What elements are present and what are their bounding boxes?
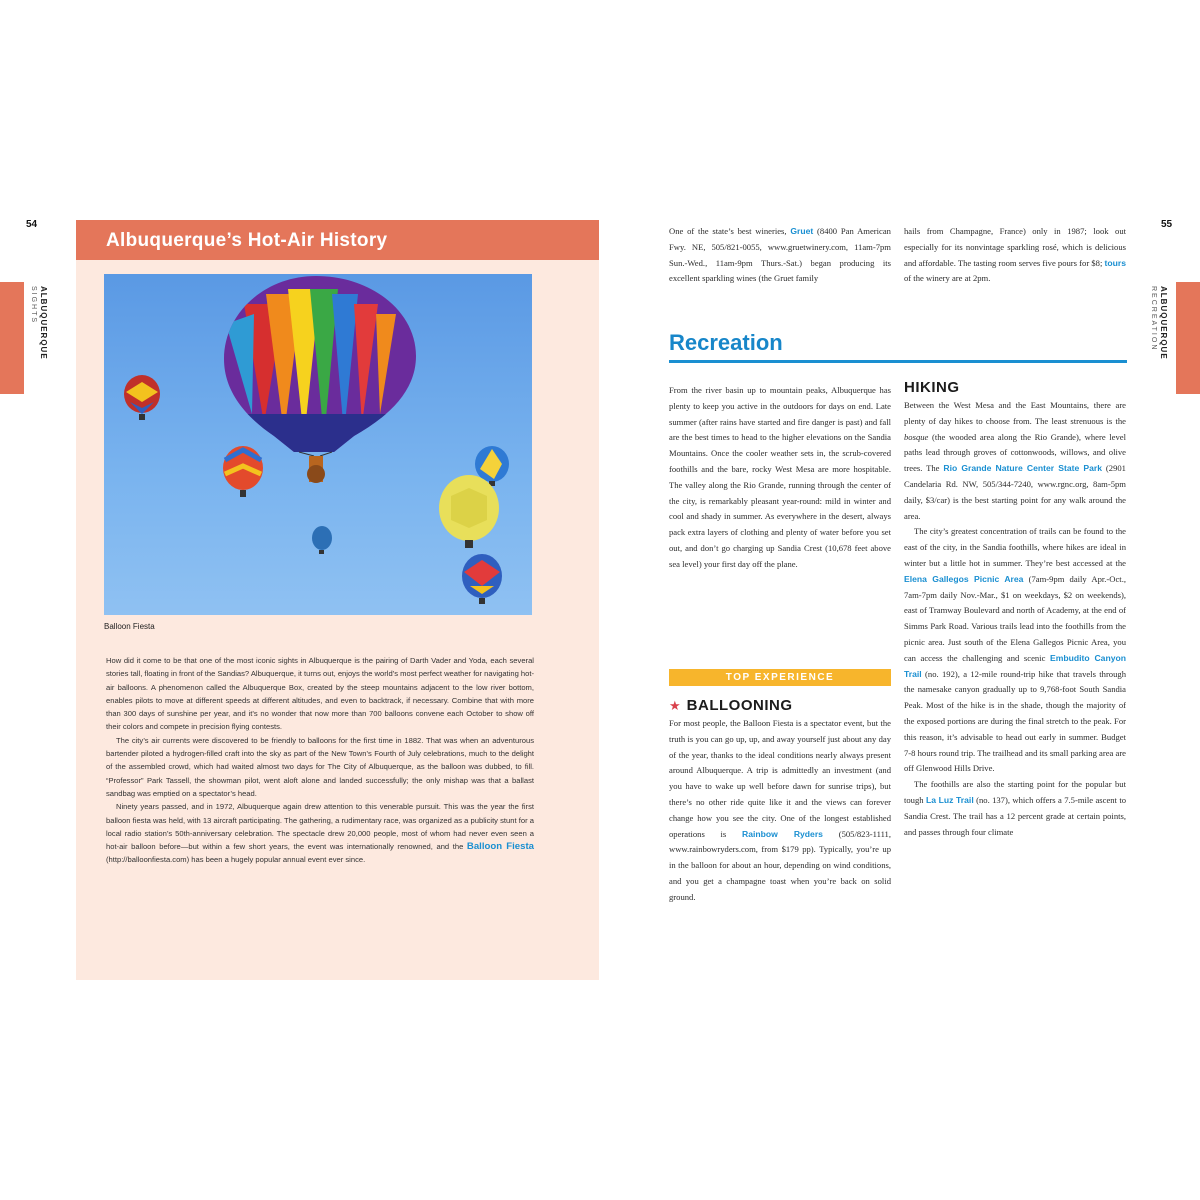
- gruet-text-continued: [904, 224, 1126, 287]
- sidebar-paragraph-3: [106, 800, 534, 866]
- gruet-text-b: (8400 Pan American Fwy. NE, 505/821-0055, www.gruetwinery.com, 11am-7pm Sun.-Wed., 11am-9pm Thurs.-Sat.) began producing its excellent sparkling wines (the Gruet family: [669, 226, 891, 284]
- sidebar-p3-text: Ninety years passed, and in 1972, Albuquerque again drew attention to this venerable pursuit. This was the year the first balloon fiesta was held, with 13 aircraft participating. The gathering, a rudimentary race, was organized as a publicity stunt for a local radio station’s 50th-anniversary celebration. The spectacle drew 20,000 people, most of whom had never even seen a hot-air balloon before—but within a few short years, the event was internationally renowned, and the: [106, 802, 534, 852]
- recreation-rule: [669, 360, 1127, 363]
- side-label-title: ALBUQUERQUE: [39, 286, 48, 360]
- balloon-illustration: [104, 274, 532, 615]
- gruet-column-1: [669, 224, 891, 287]
- elena-gallegos-link[interactable]: Elena Gallegos Picnic Area: [904, 573, 1024, 584]
- side-label-title: ALBUQUERQUE: [1159, 286, 1168, 360]
- page-number-right: 55: [1161, 219, 1173, 230]
- balloon-fiesta-link[interactable]: Balloon Fiesta: [466, 841, 534, 853]
- hiking-text-d: The city’s greatest concentration of trails can be found to the east of the city, in the Sandia foothills, where hikes are ideal in winter but a little hot in summer. They’re best accessed at the: [904, 526, 1126, 568]
- sidebar-paragraph-2: The city’s air currents were discovered to be friendly to balloons for the first time in 1882. That was when an adventurous bartender piloted a hydrogen-filled craft into the sky as part of the New Town’s Fourth of July celebrations, much to the delight of the assembled crowd, which had waited almost two days for The City of Albuquerque, as the balloon was dubbed, to fill. “Professor” Park Tassell, the showman pilot, went aloft alone and landed successfully; the only mishap was that a ballast sandbag was emptied on a spectator’s head.: [106, 735, 534, 798]
- side-label-left: [30, 286, 48, 360]
- hiking-paragraph-1: [904, 398, 1126, 524]
- page-number-left: 54: [26, 219, 38, 230]
- hiking-body: [904, 398, 1126, 840]
- gruet-text: [669, 224, 891, 287]
- recreation-intro: [669, 383, 891, 573]
- recreation-heading: Recreation: [669, 330, 783, 355]
- small-balloon-2: [223, 446, 263, 497]
- ballooning-paragraph: [669, 716, 891, 906]
- gruet-text-d: of the winery are at 2pm.: [904, 273, 991, 284]
- small-balloon-6: [462, 554, 502, 604]
- side-tab-right: [1176, 282, 1200, 394]
- rio-grande-nature-center-link[interactable]: Rio Grande Nature Center State Park: [943, 463, 1103, 474]
- ballooning-text-b: (505/823-1111, www.rainbowryders.com, from $179 pp). Typically, you’re up in the balloon for about an hour, depending on wind conditions, and you get a champagne toast when you’re back on solid ground.: [669, 828, 891, 902]
- small-balloon-3: [312, 526, 332, 554]
- hiking-text-b: (the wooded area along the Rio Grande), where level paths lead through groves of cottonwoods, willows, and olive trees. The: [904, 431, 1126, 474]
- hiking-paragraph-3: [904, 777, 1126, 840]
- intro-paragraph: From the river basin up to mountain peaks, Albuquerque has plenty to keep you active in the outdoors for days on end. Late summer (after rains have started and fire danger is past) and fall are the best times to head to the higher elevations on the Sandia Mountains. Once the cooler weather sets in, the scrub-covered foothills and the bare, rocky West Mesa are more hospitable. The valley along the Rio Grande, running through the center of the city, is remarkably pleasant year-round: mild in winter and cool and shady in summer. As everywhere in the desert, always pack extra layers of clothing and plenty of water before you set out, and don’t go charging up Sandia Crest (10,678 feet above sea level) your first day off the plane.: [669, 385, 891, 569]
- ballooning-heading-row: [669, 697, 792, 715]
- sidebar-body: [106, 654, 534, 867]
- rainbow-ryders-link[interactable]: Rainbow Ryders: [742, 828, 823, 839]
- sidebar-title: Albuquerque’s Hot-Air History: [106, 230, 388, 251]
- sidebar-paragraph-1: How did it come to be that one of the most iconic sights in Albuquerque is the pairing of Darth Vader and Yoda, each several stories tall, floating in front of the Sandias? Albuquerque, it turns out, enjoys the world’s most perfect weather for navigating hot-air balloons. A phenomenon called the Albuquerque Box, created by the steep mountains adjacent to the low river bottom, enables pilots to move at different speeds at different altitudes, and even to backtrack, if necessary. Combine that with more than 300 days of sunshine per year, and it’s no wonder that now more than 700 balloons convene each October to show off their colors and compete in precision flying contests.: [106, 656, 534, 732]
- gruet-text-a: One of the state’s best wineries,: [669, 226, 787, 236]
- small-balloon-1: [124, 375, 160, 420]
- photo-caption: Balloon Fiesta: [104, 622, 155, 631]
- side-tab-left: [0, 282, 24, 394]
- tours-link[interactable]: tours: [1104, 257, 1126, 268]
- ballooning-body: [669, 716, 891, 906]
- hiking-text-h: (no. 137), which offers a 7.5-mile ascent to Sandia Crest. The trail has a 12 percent grade at certain points, and passes through four climate: [904, 794, 1127, 837]
- la-luz-trail-link[interactable]: La Luz Trail: [925, 794, 974, 805]
- history-sidebar: [76, 220, 599, 980]
- hiking-text-f: (no. 192), a 12-mile round-trip hike that travels through the namesake canyon gradually up to 9,768-foot South Sandia Peak. Most of the hike is in the shade, though the majority of the exposed portions are during the final stretch to the peak. For this reason, it’s advisable to head out early in summer. Budget 7-8 hours round trip. The trailhead and its small parking area are off Glenwood Hills Drive.: [904, 668, 1126, 774]
- small-balloon-5: [439, 475, 499, 548]
- sidebar-header: [76, 220, 599, 260]
- gruet-text-c: hails from Champagne, France) only in 1987; look out especially for its nonvintage sparkling rosé, which is delicious and affordable. The tasting room serves five pours for $8;: [904, 226, 1126, 268]
- embudito-canyon-link[interactable]: Embudito Canyon Trail: [904, 652, 1126, 679]
- hiking-text-e: (7am-9pm daily Apr.-Oct., 7am-7pm daily Nov.-Mar., $1 on weekdays, $2 on weekends), east of Tramway Boulevard and north of Academy, at the end of Simms Park Road. Various trails lead into the foothills from the picnic area. Just south of the Elena Gallegos Picnic Area, you can access the challenging and scenic: [904, 573, 1126, 663]
- hiking-paragraph-2: [904, 524, 1126, 777]
- hiking-text-g: The foothills are also the starting point for the popular but tough: [904, 779, 1126, 805]
- hiking-heading: HIKING: [904, 379, 960, 396]
- gruet-link[interactable]: Gruet: [790, 226, 814, 236]
- top-experience-badge: TOP EXPERIENCE: [669, 669, 891, 686]
- hiking-text-a: Between the West Mesa and the East Mountains, there are plenty of day hikes to choose from. The least strenuous is the: [904, 400, 1126, 426]
- ballooning-text-a: For most people, the Balloon Fiesta is a spectator event, but the truth is you can go up, up, and away yourself just about any day of the year, thanks to the ideal conditions nearly always present around Albuquerque. A trip is admittedly an investment (and you have to wake up well before dawn for sunrise trips), but there’s no other ride quite like it and the views can forever change how you see the city. One of the longest established operations is: [669, 718, 891, 839]
- side-label-section: SIGHTS: [30, 286, 37, 325]
- hiking-text-c: (2901 Candelaria Rd. NW, 505/344-7240, www.rgnc.org, 8am-5pm daily, $3/car) is the best starting point for any walk around the area.: [904, 463, 1126, 521]
- gruet-column-2: [904, 224, 1126, 287]
- bosque-term: bosque: [904, 431, 929, 442]
- balloon-photo: [104, 274, 532, 615]
- ballooning-heading: BALLOONING: [686, 697, 793, 714]
- star-icon: ★: [669, 698, 681, 713]
- side-label-section: RECREATION: [1150, 286, 1157, 352]
- sidebar-p3-text-end: (http://balloonfiesta.com) has been a hugely popular annual event ever since.: [106, 855, 366, 865]
- side-label-right: [1150, 286, 1168, 360]
